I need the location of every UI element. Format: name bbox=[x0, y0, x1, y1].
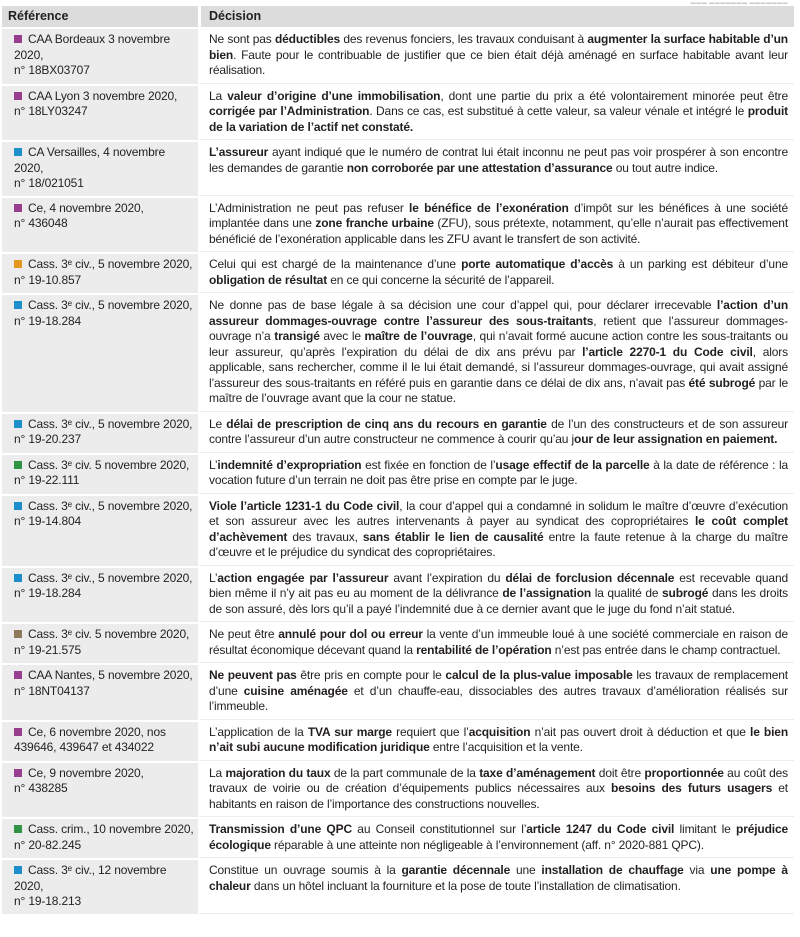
decision-cell bbox=[198, 720, 794, 761]
decision-text: Ne peut être bbox=[209, 627, 279, 641]
decision-text: est recevable quand bien même il n’y ait pas eu au moment de la délivrance bbox=[209, 570, 789, 600]
table-row bbox=[2, 761, 794, 818]
category-square-icon bbox=[14, 35, 22, 43]
decision-text: être pris en compte pour le bbox=[296, 668, 446, 682]
decision-text: Le bbox=[209, 416, 227, 431]
reference-cell bbox=[2, 84, 198, 141]
decision-text: au Conseil constitutionnel sur l’ bbox=[351, 822, 527, 836]
decision-emphasis: valeur d’origine d’une immobilisation bbox=[227, 88, 441, 103]
category-square-icon bbox=[14, 671, 22, 679]
reference-cell bbox=[2, 663, 198, 720]
table-row bbox=[2, 663, 794, 720]
decision-emphasis: de l’assignation bbox=[502, 586, 592, 600]
decision-text: à un parking est débiteur d’une bbox=[613, 257, 788, 271]
decision-cell bbox=[198, 453, 794, 494]
reference-number: n° 18LY03247 bbox=[14, 104, 88, 118]
decision-emphasis: produit de la variation de l’actif net constaté. bbox=[209, 104, 788, 134]
decision-text: L’Administration ne peut pas refuser bbox=[209, 200, 410, 215]
reference-court-date: Cass. 3ᵉ civ., 5 novembre 2020, bbox=[28, 257, 193, 271]
table-row bbox=[2, 720, 794, 761]
decision-text: La bbox=[209, 765, 226, 780]
reference-court-date: CAA Nantes, 5 novembre 2020, bbox=[28, 668, 193, 682]
decision-cell bbox=[198, 761, 794, 818]
decisions-table bbox=[2, 6, 794, 914]
decision-text: et habitants en raison de l’importance des constructions nouvelles. bbox=[209, 781, 788, 811]
decision-emphasis: taxe d’aménagement bbox=[479, 765, 596, 780]
decision-text: L’ bbox=[209, 457, 218, 472]
decision-text: doit être bbox=[595, 765, 645, 780]
reference-number: n° 436048 bbox=[14, 216, 68, 230]
reference-cell bbox=[2, 27, 198, 84]
decision-emphasis: obligation de résultat bbox=[209, 272, 328, 287]
decision-emphasis: non corroborée par une attestation d’assurance bbox=[346, 160, 613, 175]
reference-number: n° 19-20.237 bbox=[14, 432, 82, 446]
reference-column-header: Référence bbox=[2, 6, 198, 27]
decision-text: réparable à une atteinte non négligeable à l’environnement (aff. n° 2020-881 QPC). bbox=[270, 837, 704, 852]
decision-emphasis: délai de prescription de cinq ans du recours en garantie bbox=[226, 416, 547, 431]
category-square-icon bbox=[14, 769, 22, 777]
reference-number: n° 438285 bbox=[14, 781, 68, 795]
decision-emphasis: cuisine aménagée bbox=[243, 683, 348, 698]
decision-text: requiert que l’ bbox=[391, 724, 469, 739]
reference-number: n° 18NT04137 bbox=[14, 683, 90, 698]
reference-cell bbox=[2, 140, 198, 196]
decision-emphasis: sans établir le lien de causalité bbox=[362, 529, 544, 544]
decision-text: Ne donne pas de base légale à sa décision une cour d’appel qui, pour déclarer irrecevable bbox=[209, 298, 717, 312]
decision-cell bbox=[198, 140, 794, 196]
decision-emphasis: article 1247 du Code civil bbox=[526, 822, 675, 836]
table-row bbox=[2, 27, 794, 84]
decision-text: une bbox=[510, 863, 542, 877]
reference-cell bbox=[2, 566, 198, 623]
decision-emphasis: porte automatique d’accès bbox=[461, 257, 614, 271]
decision-text: de l’un des constructeurs et de son assureur contre l’assureur d’un autre constructeur ne commence à courir qu’au j bbox=[209, 416, 788, 446]
decision-text: , retient que l’assureur dommages-ouvrage n’a bbox=[209, 313, 788, 343]
decision-emphasis: usage effectif de la parcelle bbox=[495, 457, 650, 472]
category-square-icon bbox=[14, 502, 22, 510]
reference-cell bbox=[2, 761, 198, 818]
decision-emphasis: le coût complet d’achèvement bbox=[209, 514, 789, 544]
table-row bbox=[2, 566, 794, 623]
decision-emphasis: Viole l’article 1231-1 du Code civil bbox=[209, 498, 400, 513]
decision-emphasis: délai de forclusion décennale bbox=[505, 570, 675, 585]
reference-number: n° 19-22.111 bbox=[14, 473, 80, 487]
table-row bbox=[2, 84, 794, 141]
decision-text: des revenus fonciers, les travaux conduisant à bbox=[340, 32, 588, 46]
decision-cell bbox=[198, 494, 794, 566]
reference-court-date: Cass. 3ᵉ civ., 12 novembre 2020, bbox=[14, 863, 167, 893]
decision-emphasis: le bénéfice de l’exonération bbox=[409, 200, 569, 215]
decision-text: La bbox=[209, 88, 228, 103]
category-square-icon bbox=[14, 728, 22, 736]
decision-emphasis: proportionnée bbox=[644, 765, 724, 780]
decision-text: est fixée en fonction de l’ bbox=[361, 457, 496, 472]
decision-text: en ce qui concerne la sécurité de l’appareil. bbox=[327, 272, 555, 287]
table-row bbox=[2, 293, 794, 412]
decision-text: des travaux, bbox=[287, 529, 363, 544]
decision-text: à la date de référence : la vocation future d’un terrain ne doit pas être prise en compte par le juge. bbox=[209, 457, 788, 487]
decision-emphasis: besoins des futurs usagers bbox=[611, 781, 773, 795]
category-square-icon bbox=[14, 92, 22, 100]
category-square-icon bbox=[14, 866, 22, 874]
reference-court-date: Ce, 6 novembre 2020, nos bbox=[28, 724, 166, 739]
decision-text: d’impôt sur les bénéfices à une société implantée dans une bbox=[209, 200, 788, 230]
reference-number: n° 19-18.284 bbox=[14, 586, 82, 600]
table-body bbox=[2, 27, 794, 914]
reference-court-date: Cass. 3ᵉ civ., 5 novembre 2020, bbox=[28, 298, 193, 312]
reference-court-date: CAA Lyon 3 novembre 2020, bbox=[28, 88, 178, 103]
decision-emphasis: Transmission d’une QPC bbox=[209, 822, 352, 836]
decision-emphasis: subrogé bbox=[662, 586, 709, 600]
table-row bbox=[2, 196, 794, 253]
decision-emphasis: action engagée par l’assureur bbox=[217, 570, 389, 585]
table-row bbox=[2, 494, 794, 566]
table-row bbox=[2, 817, 794, 858]
decision-text: Celui qui est chargé de la maintenance d’une bbox=[209, 257, 462, 271]
category-square-icon bbox=[14, 301, 22, 309]
decision-column-header: Décision bbox=[198, 6, 794, 27]
reference-cell bbox=[2, 817, 198, 858]
decision-text: par le maître de l’ouvrage avant que la cour ne statue. bbox=[209, 375, 788, 405]
table-row bbox=[2, 412, 794, 453]
decision-text: les travaux de remplacement d’une bbox=[209, 668, 788, 698]
decision-text: , dont une partie du prix a été volontairement minorée peut être bbox=[440, 88, 789, 103]
decision-text: au coût des travaux de voirie ou de création d’équipements publics nécessaires aux bbox=[209, 765, 788, 795]
decision-text: n’ait pas ouvert droit à déduction et que bbox=[530, 724, 751, 739]
decision-text: dans un hôtel incluant la fourniture et la pose de toute l’installation de climatisation. bbox=[250, 878, 681, 893]
decision-text: n’est pas entrée dans le champ contractuel. bbox=[551, 642, 781, 657]
decision-text: dans les droits de son assuré, dès lors qu’il a payé l’indemnité due à ce dernier avant que le juge du fond n’ait statué. bbox=[209, 586, 788, 616]
decision-cell bbox=[198, 196, 794, 253]
decision-emphasis: l’article 2270-1 du Code civil bbox=[582, 344, 753, 359]
reference-cell bbox=[2, 494, 198, 566]
reference-number: n° 19-10.857 bbox=[14, 272, 82, 287]
table-row bbox=[2, 622, 794, 663]
decision-emphasis: préjudice écologique bbox=[209, 822, 789, 852]
decision-text: , alors applicable, sans rechercher, comme il le lui était demandé, si l’assureur dommages-ouvrage, qui avait assigné l’assureur des sous-traitants en référé puis en garantie dans ce délai de dix ans, n’avait pas bbox=[209, 344, 788, 390]
decision-emphasis: TVA sur marge bbox=[307, 724, 392, 739]
decision-text: ou tout autre indice. bbox=[612, 160, 718, 175]
decision-text: et d’un chauffe-eau, dissociables des autres travaux d’amélioration réalisés sur l’immeuble. bbox=[209, 683, 789, 713]
decision-emphasis: majoration du taux bbox=[225, 765, 331, 780]
reference-number: n° 19-21.575 bbox=[14, 642, 82, 657]
reference-court-date: CAA Bordeaux 3 novembre 2020, bbox=[14, 32, 170, 62]
reference-court-date: Cass. 3ᵉ civ., 5 novembre 2020, bbox=[28, 416, 193, 431]
reference-court-date: Cass. crim., 10 novembre 2020, bbox=[28, 822, 194, 836]
decision-text: , qui n’avait formé aucune action contre les sous-traitants ou leur assureur, qu’après l’expiration du délai de dix ans prévu par bbox=[209, 329, 788, 359]
reference-number: n° 18BX03707 bbox=[14, 63, 90, 77]
decision-text: de la part communale de la bbox=[330, 765, 480, 780]
table-row bbox=[2, 140, 794, 196]
table-row bbox=[2, 252, 794, 293]
decision-emphasis: L’assureur bbox=[209, 145, 269, 159]
decision-text: L’ bbox=[209, 570, 218, 585]
decision-text: avec le bbox=[319, 329, 365, 343]
reference-number: n° 18/021051 bbox=[14, 176, 84, 190]
category-square-icon bbox=[14, 825, 22, 833]
reference-court-date: Cass. 3ᵉ civ. 5 novembre 2020, bbox=[28, 457, 190, 472]
category-square-icon bbox=[14, 420, 22, 428]
table-row bbox=[2, 858, 794, 914]
reference-cell bbox=[2, 252, 198, 293]
decision-emphasis: augmenter la surface habitable d’un bien bbox=[209, 32, 788, 62]
category-square-icon bbox=[14, 574, 22, 582]
decision-cell bbox=[198, 858, 794, 914]
decision-text: la qualité de bbox=[591, 586, 663, 600]
decision-text: via bbox=[683, 863, 711, 877]
decision-emphasis: déductibles bbox=[274, 32, 340, 46]
decision-emphasis: l’action d’un assureur dommages-ouvrage contre l’assureur des sous-traitants bbox=[209, 298, 788, 328]
category-square-icon bbox=[14, 148, 22, 156]
decision-text: (ZFU), sous prétexte, notamment, qu’elle n’aurait pas effectivement bénéficié de l’exonération applicable dans les ZFU avant le transfert de son activité. bbox=[209, 216, 789, 246]
reference-number: n° 19-18.213 bbox=[14, 894, 82, 908]
decision-cell bbox=[198, 817, 794, 858]
decision-emphasis: Ne peuvent pas bbox=[209, 668, 297, 682]
decision-text: . Dans ce cas, est substitué à cette valeur, sa valeur vénale et intégré le bbox=[369, 104, 748, 118]
decision-text: Constitue un ouvrage soumis à la bbox=[209, 863, 402, 877]
decision-cell bbox=[198, 252, 794, 293]
decision-cell bbox=[198, 412, 794, 453]
decision-emphasis: acquisition bbox=[468, 724, 531, 739]
top-page-marker: ▬▬▬ ▬▬▬▬▬▬▬ ▬▬▬▬▬▬▬ bbox=[690, 0, 788, 6]
category-square-icon bbox=[14, 260, 22, 268]
reference-cell bbox=[2, 720, 198, 761]
decision-text: entre la faute retenue à la charge du maître d’œuvre et le préjudice du syndicat des copropriétaires. bbox=[209, 529, 788, 559]
decision-text: , la cour d’appel qui a condamné in solidum le maître d’œuvre d’exécution et son assureur avec les autres intervenants à payer au syndicat des copropriétaires bbox=[209, 498, 788, 528]
reference-number: n° 19-18.284 bbox=[14, 313, 82, 328]
reference-cell bbox=[2, 293, 198, 412]
decision-emphasis: le bien n’ait subi aucune modification juridique bbox=[209, 724, 789, 754]
decision-text: . Faute pour le contribuable de justifier que ce bien était déjà aménagé en surface habitable avant leur réalisation. bbox=[209, 47, 788, 77]
decision-emphasis: calcul de la plus-value imposable bbox=[445, 668, 633, 682]
reference-cell bbox=[2, 858, 198, 914]
reference-cell bbox=[2, 622, 198, 663]
decision-emphasis: garantie décennale bbox=[401, 863, 511, 877]
decision-text: entre l’acquisition et la vente. bbox=[429, 740, 583, 754]
decision-emphasis: installation de chauffage bbox=[541, 863, 684, 877]
decision-emphasis: annulé pour dol ou erreur bbox=[278, 627, 423, 641]
category-square-icon bbox=[14, 630, 22, 638]
decision-emphasis: zone franche urbaine bbox=[315, 216, 434, 230]
reference-court-date: CA Versailles, 4 novembre 2020, bbox=[14, 145, 165, 175]
reference-cell bbox=[2, 453, 198, 494]
reference-number: 439646, 439647 et 434022 bbox=[14, 740, 154, 754]
reference-court-date: Cass. 3ᵉ civ., 5 novembre 2020, bbox=[28, 498, 193, 513]
decision-cell bbox=[198, 27, 794, 84]
decision-text: ayant indiqué que le numéro de contrat lui était inconnu ne peut pas voir prospérer à son encontre les demandes de garantie bbox=[209, 145, 788, 175]
table-header bbox=[2, 6, 794, 27]
reference-cell bbox=[2, 412, 198, 453]
decision-emphasis: our de leur assignation en paiement. bbox=[574, 432, 778, 446]
decision-text: Ne sont pas bbox=[209, 32, 275, 46]
decision-emphasis: transigé bbox=[274, 329, 320, 343]
decision-cell bbox=[198, 566, 794, 623]
table-row bbox=[2, 453, 794, 494]
decision-emphasis: rentabilité de l’opération bbox=[416, 642, 552, 657]
decision-text: avant l’expiration du bbox=[388, 570, 506, 585]
decision-text: la vente d’un immeuble loué à une société commerciale en raison de résultat économique décevant quand la bbox=[209, 627, 788, 657]
reference-court-date: Cass. 3ᵉ civ. 5 novembre 2020, bbox=[28, 627, 190, 641]
reference-number: n° 19-14.804 bbox=[14, 514, 82, 528]
decision-cell bbox=[198, 663, 794, 720]
decision-emphasis: été subrogé bbox=[688, 375, 756, 390]
reference-court-date: Ce, 9 novembre 2020, bbox=[28, 765, 144, 780]
decision-cell bbox=[198, 622, 794, 663]
category-square-icon bbox=[14, 461, 22, 469]
decision-emphasis: une pompe à chaleur bbox=[209, 863, 788, 893]
reference-cell bbox=[2, 196, 198, 253]
decision-text: L’application de la bbox=[209, 724, 308, 739]
decision-text: limitant le bbox=[674, 822, 737, 836]
decision-cell bbox=[198, 293, 794, 412]
reference-court-date: Ce, 4 novembre 2020, bbox=[28, 200, 144, 215]
reference-court-date: Cass. 3ᵉ civ., 5 novembre 2020, bbox=[28, 570, 193, 585]
decision-emphasis: corrigée par l’Administration bbox=[209, 104, 370, 118]
reference-number: n° 20-82.245 bbox=[14, 837, 82, 852]
decision-emphasis: maître de l’ouvrage bbox=[364, 329, 473, 343]
decision-emphasis: indemnité d’expropriation bbox=[217, 457, 362, 472]
category-square-icon bbox=[14, 204, 22, 212]
decision-cell bbox=[198, 84, 794, 141]
